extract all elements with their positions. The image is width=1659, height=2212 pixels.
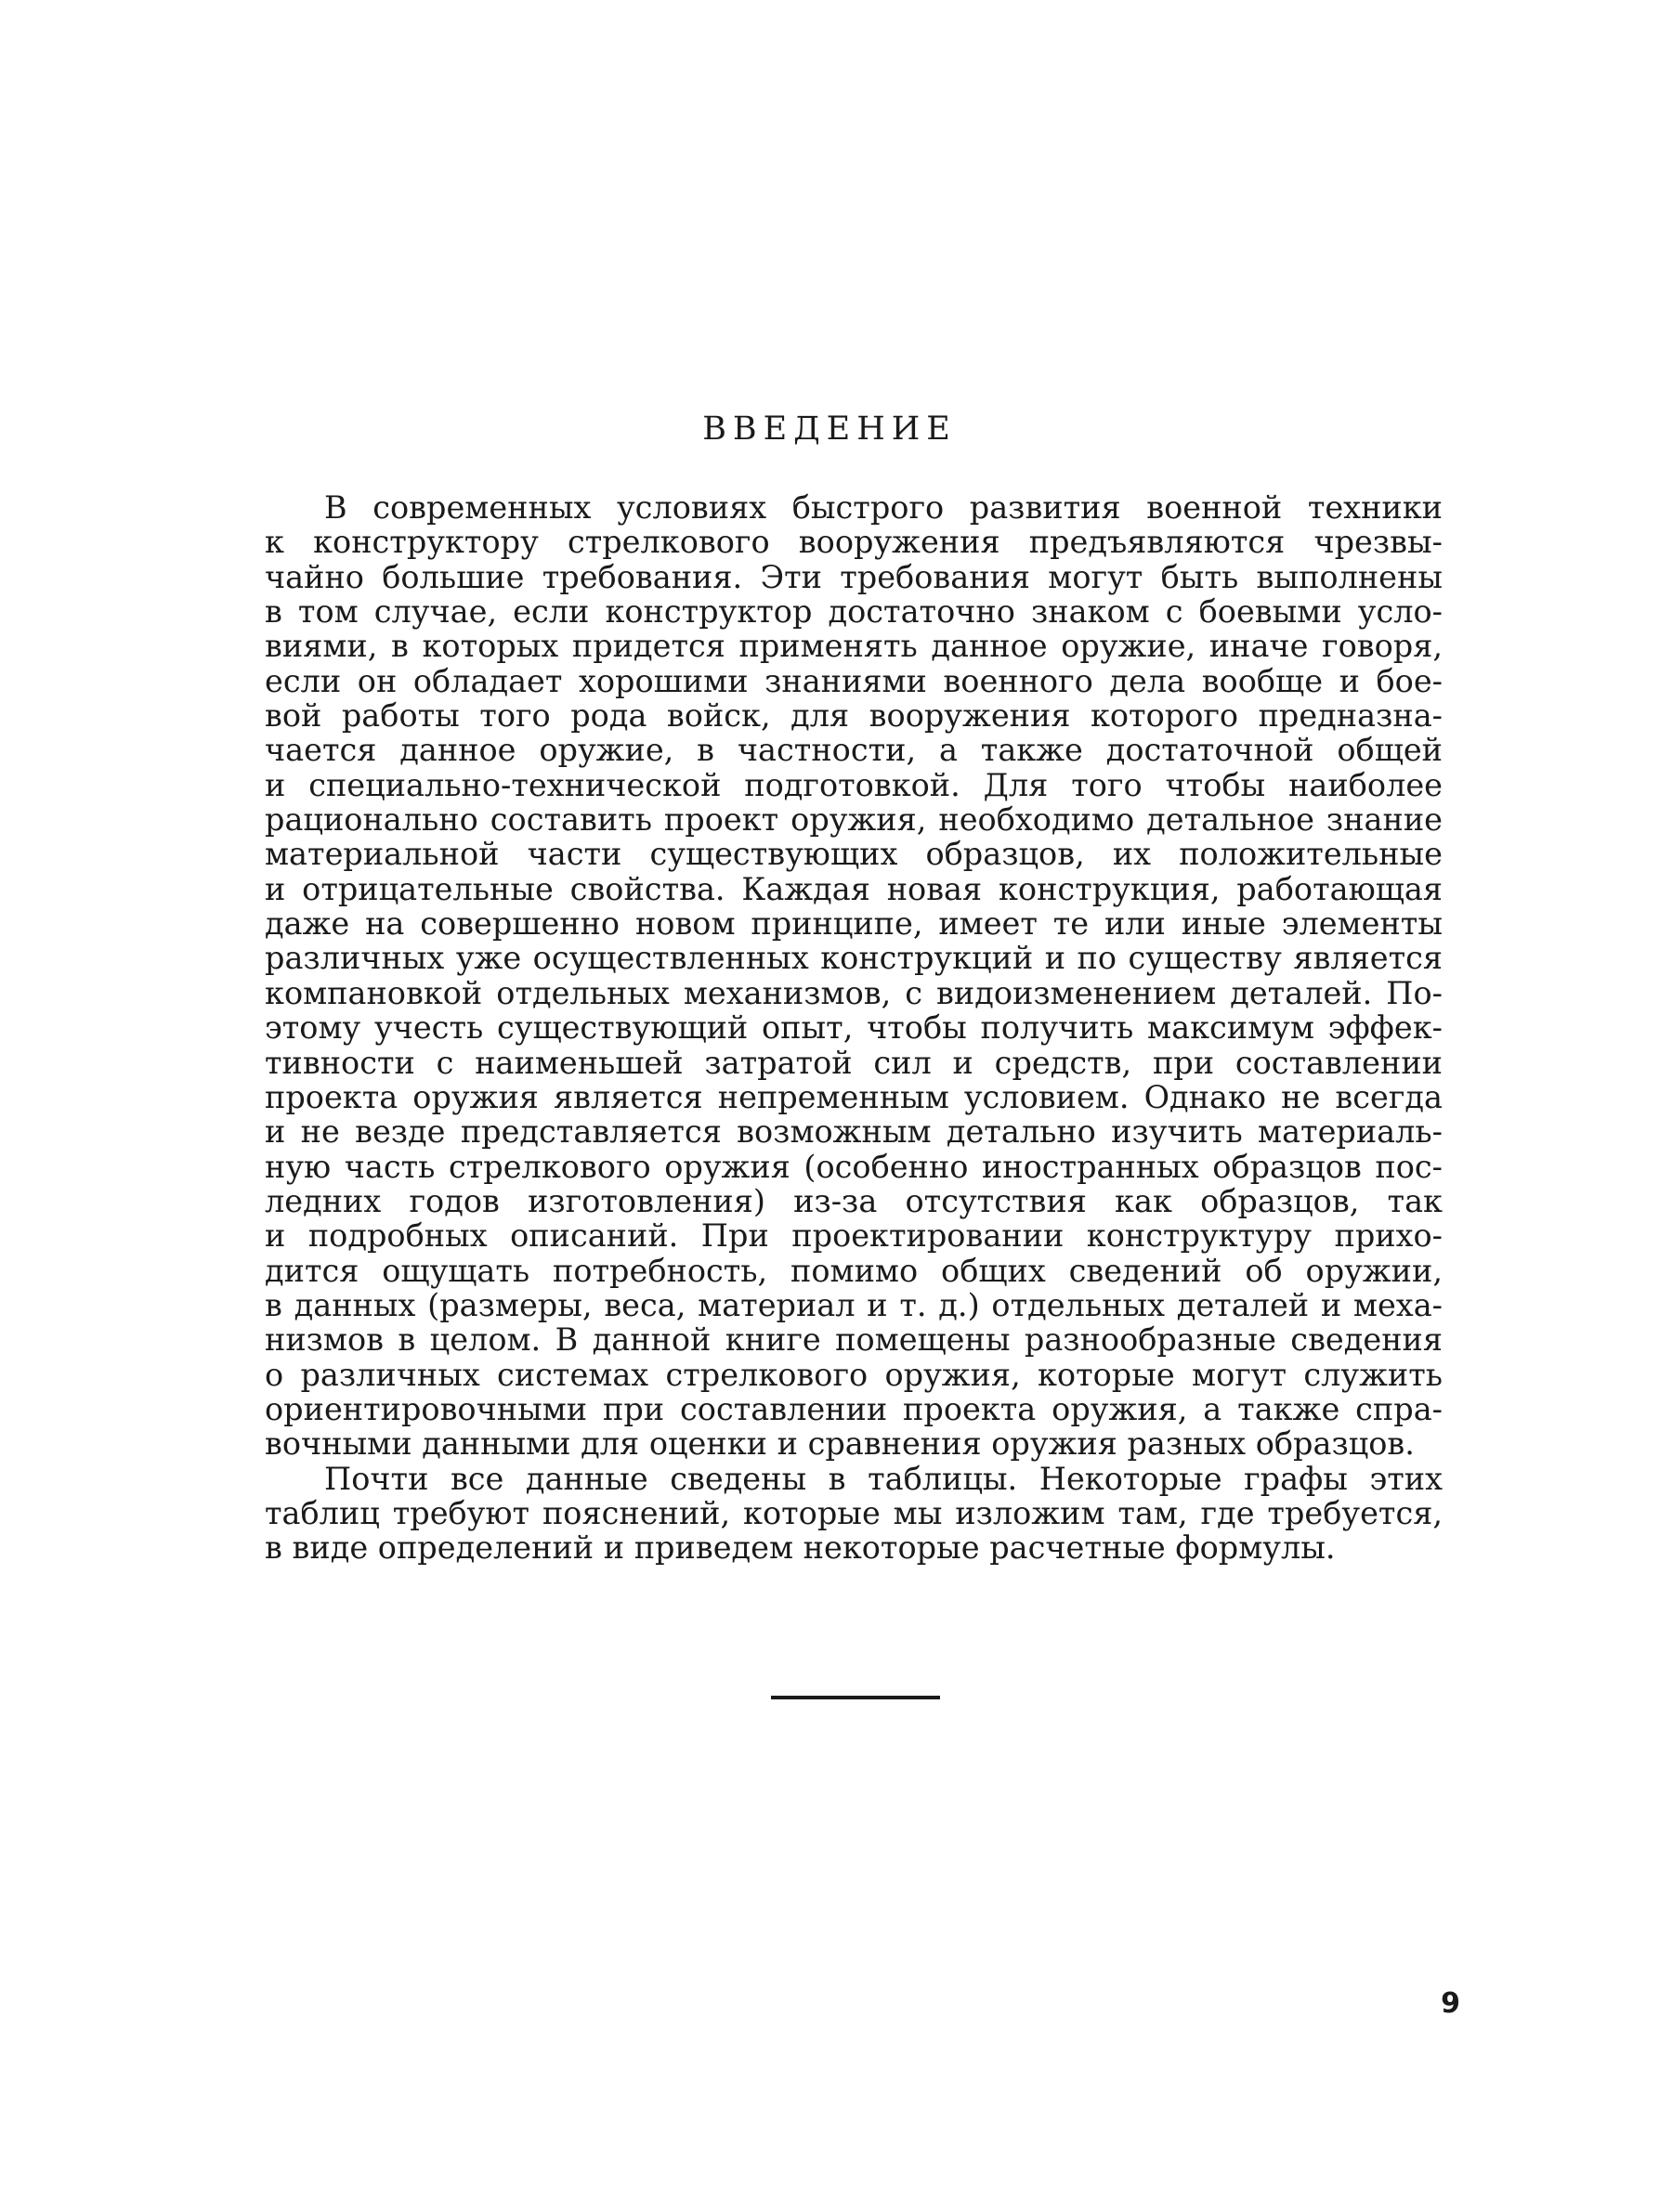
text-line: вочными данными для оценки и сравнения оружия разных образцов. bbox=[265, 1425, 1415, 1463]
text-line: ную часть стрелкового оружия (особенно иностранных образцов пос- bbox=[265, 1148, 1443, 1185]
text-line: таблиц требуют пояснений, которые мы изложим там, где требуется, bbox=[265, 1494, 1443, 1531]
text-line: и специально-технической подготовкой. Для того чтобы наиболее bbox=[265, 766, 1443, 803]
text-line: ледних годов изготовления) из-за отсутствия как образцов, так bbox=[265, 1182, 1443, 1219]
paragraph-2 bbox=[265, 1462, 1443, 1566]
text-line: этому учесть существующий опыт, чтобы получить максимум эффек- bbox=[265, 1009, 1443, 1047]
text-line: к конструктору стрелкового вооружения предъявляются чрезвы- bbox=[265, 524, 1443, 561]
text-line: чайно большие требования. Эти требования могут быть выполнены bbox=[265, 558, 1443, 595]
body-text bbox=[265, 490, 1443, 1566]
text-line: в виде определений и приведем некоторые расчетные формулы. bbox=[265, 1529, 1336, 1567]
text-line: тивности с наименьшей затратой сил и средств, при составлении bbox=[265, 1044, 1443, 1081]
text-line: чается данное оружие, в частности, а также достаточной общей bbox=[265, 732, 1443, 769]
text-line: различных уже осуществленных конструкций и по существу является bbox=[265, 940, 1443, 977]
text-line: и отрицательные свойства. Каждая новая конструкция, работающая bbox=[265, 870, 1443, 907]
text-line: проекта оружия является непременным условием. Однако не всегда bbox=[265, 1078, 1443, 1115]
text-line: виями, в которых придется применять данное оружие, иначе говоря, bbox=[265, 628, 1443, 665]
section-heading: ВВЕДЕНИЕ bbox=[702, 410, 957, 448]
text-line: компановкой отдельных механизмов, с видоизменением деталей. По- bbox=[265, 974, 1443, 1011]
section-end-rule bbox=[771, 1696, 940, 1699]
text-line: в данных (размеры, веса, материал и т. д.) отдельных деталей и меха- bbox=[265, 1286, 1443, 1323]
text-line: ориентировочными при составлении проекта оружия, а также спра- bbox=[265, 1390, 1443, 1427]
paragraph-1 bbox=[265, 490, 1443, 1462]
text-line: и не везде представляется возможным детально изучить материаль- bbox=[265, 1113, 1443, 1151]
text-line: о различных системах стрелкового оружия, которые могут служить bbox=[265, 1356, 1443, 1393]
text-line: материальной части существующих образцов, их положительные bbox=[265, 836, 1443, 873]
text-line: вой работы того рода войск, для вооружения которого предназна- bbox=[265, 697, 1443, 735]
text-line: если он обладает хорошими знаниями военного дела вообще и бое- bbox=[265, 662, 1443, 699]
text-line: В современных условиях быстрого развития военной техники bbox=[324, 489, 1443, 526]
text-line: и подробных описаний. При проектировании конструктуру прихо- bbox=[265, 1217, 1443, 1255]
text-line: низмов в целом. В данной книге помещены разнообразные сведения bbox=[265, 1321, 1443, 1359]
text-line: дится ощущать потребность, помимо общих сведений об оружии, bbox=[265, 1252, 1443, 1289]
text-line: Почти все данные сведены в таблицы. Некоторые графы этих bbox=[324, 1460, 1443, 1497]
text-line: рационально составить проект оружия, необходимо детальное знание bbox=[265, 801, 1443, 839]
page-number: 9 bbox=[1441, 1987, 1460, 2020]
text-line: в том случае, если конструктор достаточно знаком с боевыми усло- bbox=[265, 593, 1443, 631]
text-line: даже на совершенно новом принципе, имеет те или иные элементы bbox=[265, 905, 1443, 943]
